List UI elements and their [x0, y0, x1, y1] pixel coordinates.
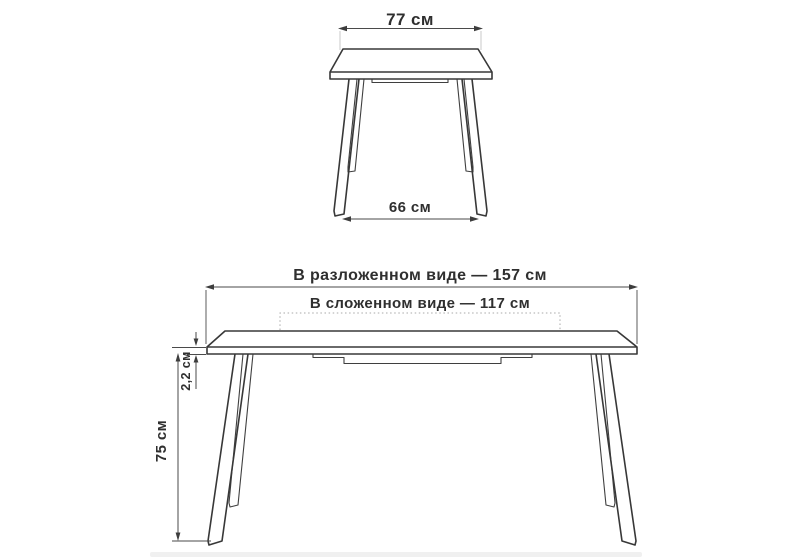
top-width-label: 77 см: [386, 10, 434, 29]
arrowhead-right: [470, 216, 479, 221]
leg-span-label: 66 см: [388, 199, 432, 216]
arrowhead-right: [474, 26, 483, 31]
extended-length-label: В разложенном виде — 157 см: [293, 267, 547, 284]
end-view: [330, 10, 492, 222]
rear-left-leg: [229, 354, 253, 507]
side-view: [150, 267, 642, 557]
floor-shadow: [150, 552, 642, 557]
front-left-leg: [208, 354, 248, 545]
arrowhead-left: [342, 216, 351, 221]
apron-mechanism: [313, 354, 532, 364]
thickness-label: 2,2 см: [179, 351, 193, 391]
arrowhead-down: [194, 339, 199, 347]
arrowhead-left: [205, 284, 214, 289]
arrowhead-right: [629, 284, 638, 289]
height-label: 75 см: [153, 419, 170, 463]
folded-outline-dotted: [280, 313, 560, 330]
tabletop: [330, 49, 492, 79]
rear-right-leg: [591, 354, 615, 507]
arrowhead-left: [338, 26, 347, 31]
tabletop: [207, 331, 637, 354]
folded-length-label: В сложенном виде — 117 см: [309, 295, 531, 312]
arrowhead-down: [176, 533, 181, 542]
front-right-leg: [596, 354, 636, 545]
arrowhead-up: [194, 355, 199, 363]
